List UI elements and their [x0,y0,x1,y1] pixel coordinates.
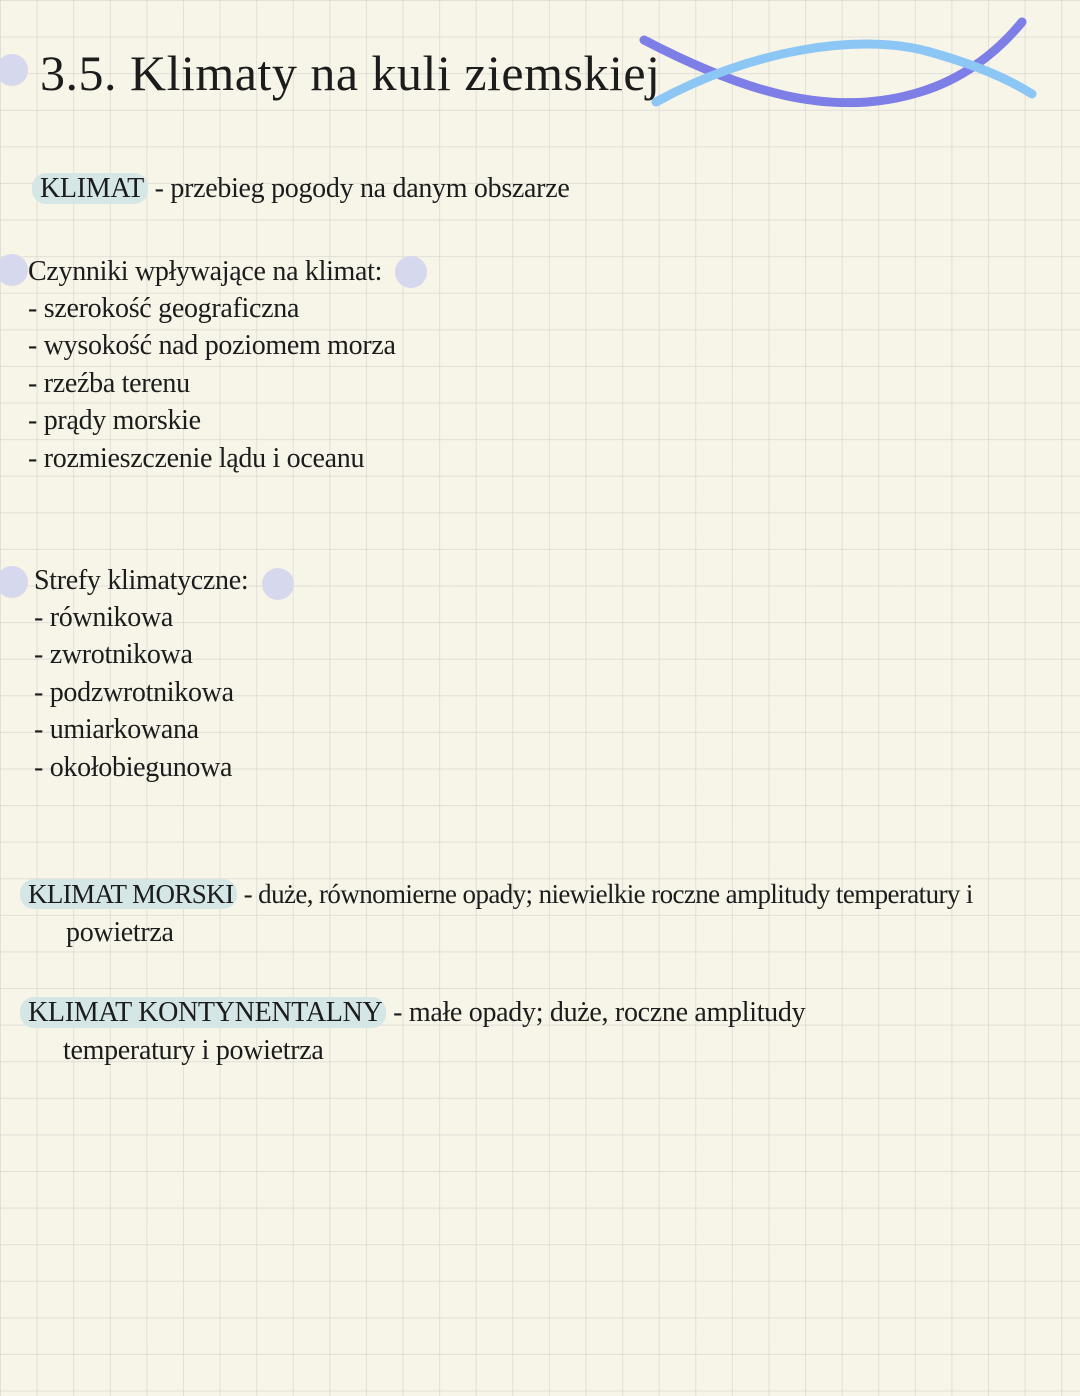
title-dot-decoration [0,54,28,86]
list-item: - szerokość geograficzna [28,293,300,324]
list-item: - rozmieszczenie lądu i oceanu [28,442,365,474]
zones-list [34,599,234,786]
page-title: 3.5. Klimaty na kuli ziemskiej [40,45,661,101]
continental-climate-term: KLIMAT KONTYNENTALNY [20,997,386,1028]
list-item: - zwrotnikowa [34,639,193,671]
list-item: - umiarkowana [34,714,199,746]
climate-definition [40,170,569,207]
continental-climate-text: - małe opady; duże, roczne amplitudy [386,997,806,1028]
continental-climate-definition [28,994,805,1031]
list-item: - równikowa [34,602,173,633]
list-item: - wysokość nad poziomem morza [28,330,396,362]
maritime-climate-continuation: powietrza [66,917,174,948]
wave-blue-stroke [656,44,1032,102]
factors-dot-right [395,256,427,288]
zones-dot-right [262,568,294,600]
factors-list [28,290,396,477]
continental-climate-continuation: temperatury i powietrza [63,1035,324,1066]
list-item: - okołobiegunowa [34,751,233,783]
climate-term: KLIMAT [32,173,148,204]
zones-heading: Strefy klimatyczne: [34,565,249,596]
maritime-climate-definition [28,876,973,913]
maritime-climate-text: - duże, równomierne opady; niewielkie roczne amplitudy temperatury i [237,879,973,909]
list-item: - prądy morskie [28,405,201,437]
zones-dot-left [0,566,28,598]
list-item: - rzeźba terenu [28,367,190,399]
maritime-climate-term: KLIMAT MORSKI [20,879,237,909]
factors-heading: Czynniki wpływające na klimat: [28,256,383,287]
list-item: - podzwrotnikowa [34,676,234,708]
climate-definition-text: - przebieg pogody na danym obszarze [147,173,570,204]
wave-cross-decoration [630,10,1050,120]
factors-dot-left [0,254,28,286]
